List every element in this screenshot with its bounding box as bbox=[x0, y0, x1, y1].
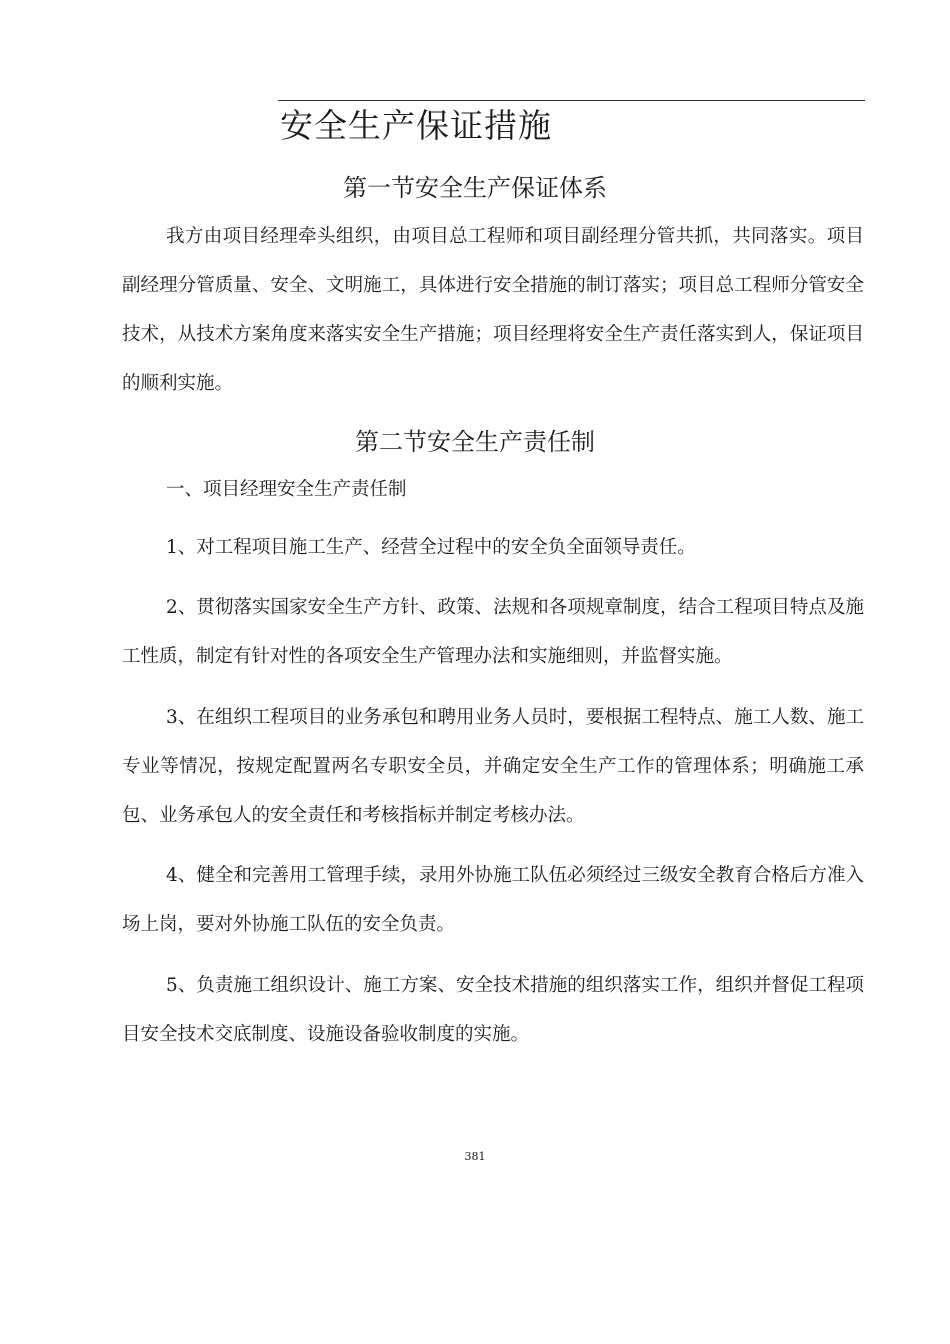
paragraph: 5、负责施工组织设计、施工方案、安全技术措施的组织落实工作，组织并督促工程项目安全技术交底制度、设施设备验收制度的实施。 bbox=[122, 975, 864, 1045]
paragraph: 我方由项目经理牵头组织，由项目总工程师和项目副经理分管共抓，共同落实。项目副经理分管质量、安全、文明施工，具体进行安全措施的制订落实；项目总工程师分管安全技术，从技术方案角度来落实安全生产措施；项目经理将安全生产责任落实到人，保证项目的顺利实施。 bbox=[122, 226, 864, 394]
subheading: 一、项目经理安全生产责任制 bbox=[166, 479, 407, 500]
document-title: 安全生产保证措施 bbox=[280, 106, 552, 145]
page-number: 381 bbox=[464, 1150, 486, 1163]
paragraph: 1、对工程项目施工生产、经营全过程中的安全负全面领导责任。 bbox=[166, 537, 696, 558]
paragraph: 2、贯彻落实国家安全生产方针、政策、法规和各项规章制度，结合工程项目特点及施工性质，制定有针对性的各项安全生产管理办法和实施细则，并监督实施。 bbox=[122, 597, 864, 667]
section-heading-2: 第二节安全生产责任制 bbox=[355, 428, 595, 456]
paragraph: 4、健全和完善用工管理手续，录用外协施工队伍必须经过三级安全教育合格后方准入场上岗，要对外协施工队伍的安全负责。 bbox=[122, 865, 864, 935]
section-heading-1: 第一节安全生产保证体系 bbox=[343, 174, 607, 202]
header-rule bbox=[278, 100, 865, 101]
paragraph: 3、在组织工程项目的业务承包和聘用业务人员时，要根据工程特点、施工人数、施工专业等情况，按规定配置两名专职安全员，并确定安全生产工作的管理体系；明确施工承包、业务承包人的安全责任和考核指标并制定考核办法。 bbox=[122, 707, 864, 826]
